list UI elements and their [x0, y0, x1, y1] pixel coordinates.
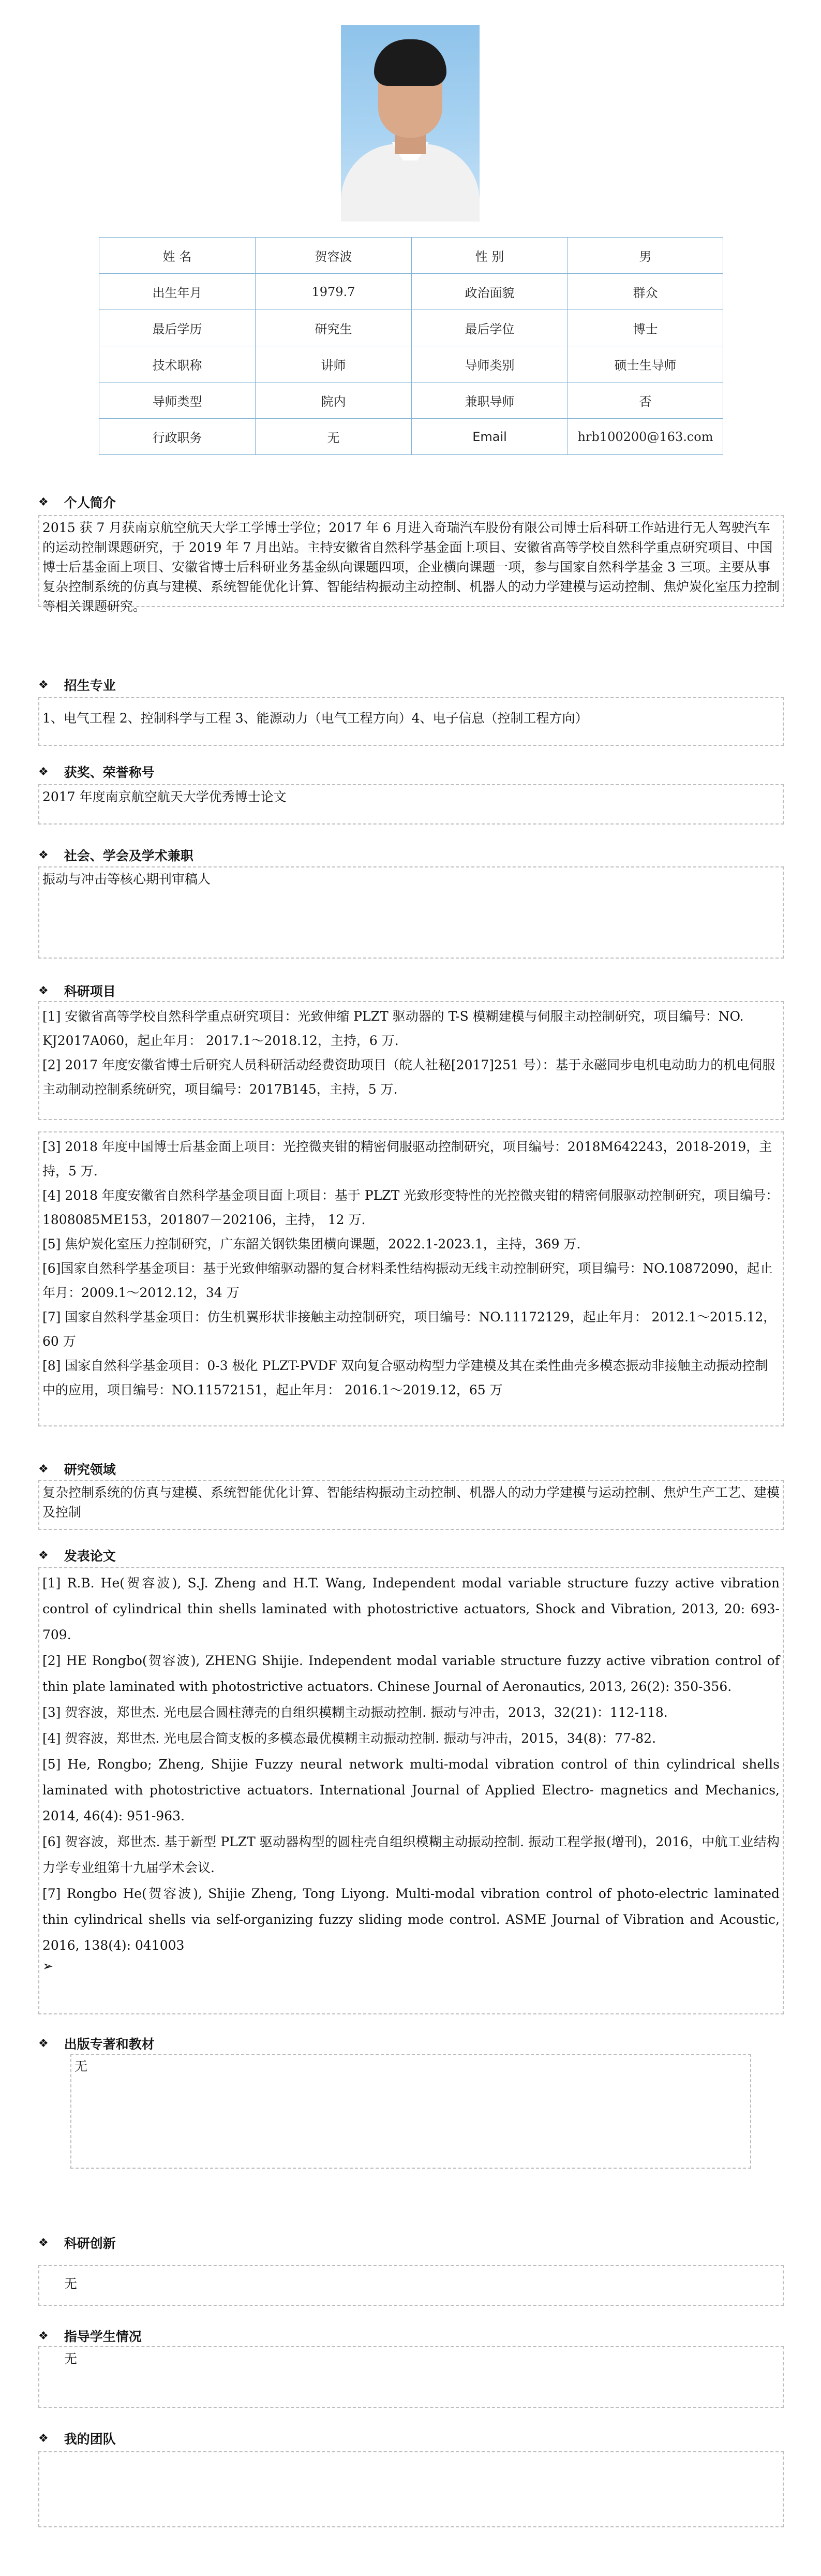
section-title-intro: ❖ 个人简介 [38, 495, 116, 510]
info-label: 技术职称 [99, 346, 256, 382]
fields-box [38, 1480, 784, 1530]
papers-list [39, 1568, 783, 1976]
intro-text: 2015 获 7 月获南京航空航天大学工学博士学位；2017 年 6 月进入奇瑞汽车股份有限公司博士后科研工作站进行无人驾驶汽车的运动控制课题研究，于 2019 年 7 月出站。主持安徽省自然科学基金面上项目、安徽省高等学校自然科学重点研究项目、中国博士后基金面上项目、安徽省博士后科研业务基金纵向课题四项，企业横向课题一项，参与国家自然科学基金 3 三项。主要从事复杂控制系统的仿真与建模、系统智能优化计算、智能结构振动主动控制、机器人的动力学建模与运动控制、焦炉炭化室压力控制等相关课题研究。 [42, 520, 780, 614]
projects-list-2 [39, 1132, 783, 1404]
section-title-papers: ❖ 发表论文 [38, 1549, 116, 1564]
section-title-social: ❖ 社会、学会及学术兼职 [38, 848, 193, 863]
social-box [38, 866, 784, 959]
team-box [38, 2451, 784, 2527]
project-item: [2] 2017 年度安徽省博士后研究人员科研活动经费资助项目（皖人社秘[2017]251 号）：基于永磁同步电机电动助力的机电伺服主动制动控制系统研究，项目编号：2017B145，主持，5 万. [42, 1057, 775, 1097]
diamond-bullet-icon: ❖ [38, 2236, 49, 2249]
majors-box [38, 697, 784, 746]
diamond-bullet-icon: ❖ [38, 495, 49, 509]
team-text [39, 2452, 783, 2456]
info-row [99, 382, 723, 419]
projects-list-1 [39, 1002, 783, 1103]
info-label: 最后学历 [99, 310, 256, 346]
section-title-fields: ❖ 研究领域 [38, 1462, 116, 1477]
info-value: hrb100200@163.com [568, 419, 723, 455]
info-row [99, 346, 723, 382]
project-item: [4] 2018 年度安徽省自然科学基金项目面上项目：基于 PLZT 光致形变特性的光控微夹钳的精密伺服驱动控制研究，项目编号：1808085ME153，201807－202106，主持， 12 万. [42, 1188, 779, 1227]
info-label: 出生年月 [99, 274, 256, 310]
info-value: 贺容波 [256, 238, 412, 274]
info-value: 否 [568, 382, 723, 419]
books-text: 无 [74, 2059, 88, 2074]
paper-item: [3] 贺容波，郑世杰. 光电层合圆柱薄壳的自组织模糊主动振动控制. 振动与冲击，2013，32(21)：112-118. [42, 1705, 668, 1720]
section-title-projects: ❖ 科研项目 [38, 984, 116, 999]
info-row [99, 238, 723, 274]
section-title-majors: ❖ 招生专业 [38, 678, 116, 693]
diamond-bullet-icon: ❖ [38, 2432, 49, 2445]
section-title-team: ❖ 我的团队 [38, 2432, 116, 2447]
info-value: 群众 [568, 274, 723, 310]
info-row [99, 419, 723, 455]
info-value: 硕士生导师 [568, 346, 723, 382]
innovation-box [38, 2265, 784, 2306]
info-label: 兼职导师 [412, 382, 568, 419]
paper-item: [6] 贺容波，郑世杰. 基于新型 PLZT 驱动器构型的圆柱壳自组织模糊主动振动控制. 振动工程学报(增刊)，2016，中航工业结构力学专业组第十九届学术会议. [42, 1834, 780, 1875]
section-title-books: ❖ 出版专著和教材 [38, 2037, 155, 2052]
info-row [99, 310, 723, 346]
diamond-bullet-icon: ❖ [38, 1462, 49, 1476]
info-label: 导师类别 [412, 346, 568, 382]
diamond-bullet-icon: ❖ [38, 848, 49, 862]
fields-text: 复杂控制系统的仿真与建模、系统智能优化计算、智能结构振动主动控制、机器人的动力学建模与运动控制、焦炉生产工艺、建模及控制 [42, 1485, 780, 1520]
paper-item: [4] 贺容波，郑世杰. 光电层合简支板的多模态最优模糊主动振动控制. 振动与冲击，2015，34(8)：77-82. [42, 1731, 656, 1746]
students-text: 无 [64, 2351, 78, 2366]
info-label: Email [412, 419, 568, 455]
books-box [70, 2054, 751, 2169]
projects-box-2 [38, 1131, 784, 1426]
diamond-bullet-icon: ❖ [38, 765, 49, 778]
info-value: 无 [256, 419, 412, 455]
students-box [38, 2346, 784, 2408]
info-value: 院内 [256, 382, 412, 419]
diamond-bullet-icon: ❖ [38, 2037, 49, 2050]
paper-item: [1] R.B. He(贺容波), S.J. Zheng and H.T. Wang, Independent modal variable structure fuzzy active vibration control of cylindrical thin shells laminated with photostrictive actuators, Shock and Vibration, 2013, 20: 693-709. [42, 1576, 780, 1642]
arrow-bullet-icon: ➢ [42, 1959, 53, 1974]
info-label: 政治面貌 [412, 274, 568, 310]
diamond-bullet-icon: ❖ [38, 2329, 49, 2343]
paper-item: [2] HE Rongbo(贺容波), ZHENG Shijie. Independent modal variable structure fuzzy active vibration control of thin plate laminated with photostrictive actuators. Chinese Journal of Aeronautics, 2013, 26(2): 350-356. [42, 1653, 780, 1694]
info-label: 姓 名 [99, 238, 256, 274]
info-table [99, 237, 723, 455]
project-item: [3] 2018 年度中国博士后基金面上项目：光控微夹钳的精密伺服驱动控制研究，项目编号：2018M642243，2018-2019，主持，5 万. [42, 1139, 772, 1179]
awards-text: 2017 年度南京航空航天大学优秀博士论文 [42, 789, 287, 804]
innovation-text: 无 [64, 2276, 78, 2291]
paper-item: [7] Rongbo He(贺容波), Shijie Zheng, Tong Liyong. Multi-modal vibration control of photo-electric laminated thin cylindrical shells via self-organizing fuzzy sliding mode control. ASME Journal of Vibration and Acoustic, 2016, 138(4): 041003 [42, 1886, 780, 1953]
diamond-bullet-icon: ❖ [38, 678, 49, 691]
info-value: 研究生 [256, 310, 412, 346]
projects-box-1 [38, 1001, 784, 1120]
section-title-innovation: ❖ 科研创新 [38, 2236, 116, 2251]
papers-box [38, 1567, 784, 2014]
diamond-bullet-icon: ❖ [38, 984, 49, 997]
majors-text: 1、电气工程 2、控制科学与工程 3、能源动力（电气工程方向）4、电子信息（控制工程方向） [42, 711, 588, 726]
info-label: 导师类型 [99, 382, 256, 419]
project-item: [5] 焦炉炭化室压力控制研究，广东韶关钢铁集团横向课题，2022.1-2023.1，主持，369 万. [42, 1237, 581, 1252]
diamond-bullet-icon: ❖ [38, 1549, 49, 1562]
info-label: 最后学位 [412, 310, 568, 346]
profile-photo [341, 25, 480, 222]
info-value: 博士 [568, 310, 723, 346]
info-value: 男 [568, 238, 723, 274]
project-item: [7] 国家自然科学基金项目：仿生机翼形状非接触主动控制研究，项目编号：NO.11172129，起止年月： 2012.1～2015.12，60 万 [42, 1309, 777, 1349]
project-item: [8] 国家自然科学基金项目：0-3 极化 PLZT-PVDF 双向复合驱动构型力学建模及其在柔性曲壳多模态振动非接触主动振动控制中的应用，项目编号：NO.11572151，起止年月： 2016.1～2019.12，65 万 [42, 1358, 768, 1397]
section-title-awards: ❖ 获奖、荣誉称号 [38, 765, 155, 780]
info-row [99, 274, 723, 310]
project-item: [6]国家自然科学基金项目：基于光致伸缩驱动器的复合材料柔性结构振动无线主动控制研究，项目编号：NO.10872090，起止年月：2009.1～2012.12，34 万 [42, 1261, 773, 1300]
info-value: 1979.7 [256, 274, 412, 310]
intro-box [38, 515, 784, 614]
info-value: 讲师 [256, 346, 412, 382]
social-text: 振动与冲击等核心期刊审稿人 [42, 872, 211, 887]
section-title-students: ❖ 指导学生情况 [38, 2329, 142, 2344]
info-label: 性 别 [412, 238, 568, 274]
project-item: [1] 安徽省高等学校自然科学重点研究项目：光致伸缩 PLZT 驱动器的 T-S 模糊建模与伺服主动控制研究，项目编号：NO. KJ2017A060，起止年月： 2017.1～2018.12，主持，6 万. [42, 1009, 744, 1048]
paper-item: [5] He, Rongbo; Zheng, Shijie Fuzzy neural network multi-modal vibration control of thin cylindrical shells laminated with photostrictive actuators. International Journal of Applied Electro- magnetics and Mechanics, 2014, 46(4): 951-963. [42, 1757, 780, 1823]
info-label: 行政职务 [99, 419, 256, 455]
awards-box [38, 784, 784, 825]
